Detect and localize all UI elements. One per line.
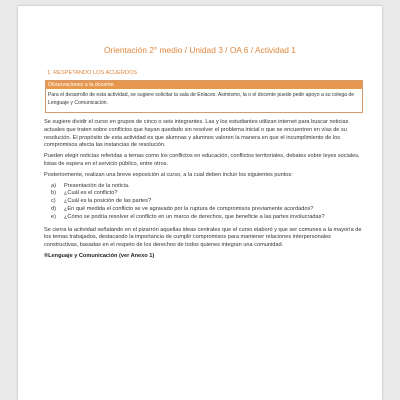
question-text: ¿Cuál es el conflicto? bbox=[64, 190, 118, 197]
teacher-notes-text: Para el desarrollo de esta actividad, se sugiere solicitar la sala de Enlaces. Asimismo, la o el docente puede pedir apoyo a su colega de Lenguaje y Comunicación. bbox=[48, 92, 355, 106]
paragraph-groups: Se sugiere dividir el curso en grupos de cinco o seis integrantes. Las y los estudiantes utilizan internet para buscar noticias actuales que traten sobre conflictos que hayan quedado sin resolver el problema inicial o que se encuentren en vías de su resolución. El propósito de esta actividad es que alumnas y alumnos valoren la manera en que el incumplimiento de los compromisos afecta las instancias de resolución. bbox=[44, 119, 349, 149]
question-text: ¿En qué medida el conflicto se ve agravado por la ruptura de compromisos previamente acordados? bbox=[64, 205, 314, 212]
document-title: Orientación 2° medio / Unidad 3 / OA 6 / Actividad 1 bbox=[104, 45, 296, 55]
teacher-notes-header: Observaciones a la docente bbox=[46, 81, 362, 89]
footer-reference: ®Lenguaje y Comunicación (ver Anexo 1) bbox=[44, 252, 155, 259]
question-label: b) bbox=[51, 190, 56, 197]
question-label: d) bbox=[51, 205, 56, 212]
section-heading: 1. RESPETANDO LOS ACUERDOS bbox=[47, 70, 138, 76]
question-item bbox=[44, 190, 364, 198]
question-item bbox=[44, 214, 364, 222]
question-list bbox=[44, 183, 364, 222]
closing-paragraph: Se cierra la actividad señalando en el pizarrón aquellas ideas centrales que el curso elaboró y que ser comunes a la mayoría de los temas trabajados, destacando la importancia de cumplir compromisos para mantener relaciones interpersonales constructivas, basadas en el respeto de los derechos de todos quienes integran una comunidad. bbox=[44, 226, 362, 249]
paragraph-presentation: Posteriormente, realizan una breve exposición al curso, a la cual deben incluir los siguientes puntos: bbox=[44, 171, 293, 178]
question-item bbox=[44, 183, 364, 191]
teacher-notes-box bbox=[45, 80, 363, 113]
question-item bbox=[44, 206, 364, 214]
question-label: a) bbox=[51, 182, 56, 189]
question-text: ¿Cómo se podría resolver el conflicto en un marco de derechos, que beneficie a las partes involucradas? bbox=[64, 213, 325, 220]
question-text: ¿Cuál es la posición de las partes? bbox=[64, 198, 152, 205]
question-text: Presentación de la noticia. bbox=[64, 182, 130, 189]
question-label: e) bbox=[51, 213, 56, 220]
document-page bbox=[18, 6, 382, 400]
activity-content bbox=[44, 119, 364, 264]
paragraph-news-topics: Pueden elegir noticias referidas a temas como los conflictos en educación, conflictos territoriales, debates sobre leyes sociales, listas de espera en el servicio público, entre otros. bbox=[44, 153, 360, 167]
question-item bbox=[44, 198, 364, 206]
question-label: c) bbox=[51, 198, 56, 205]
